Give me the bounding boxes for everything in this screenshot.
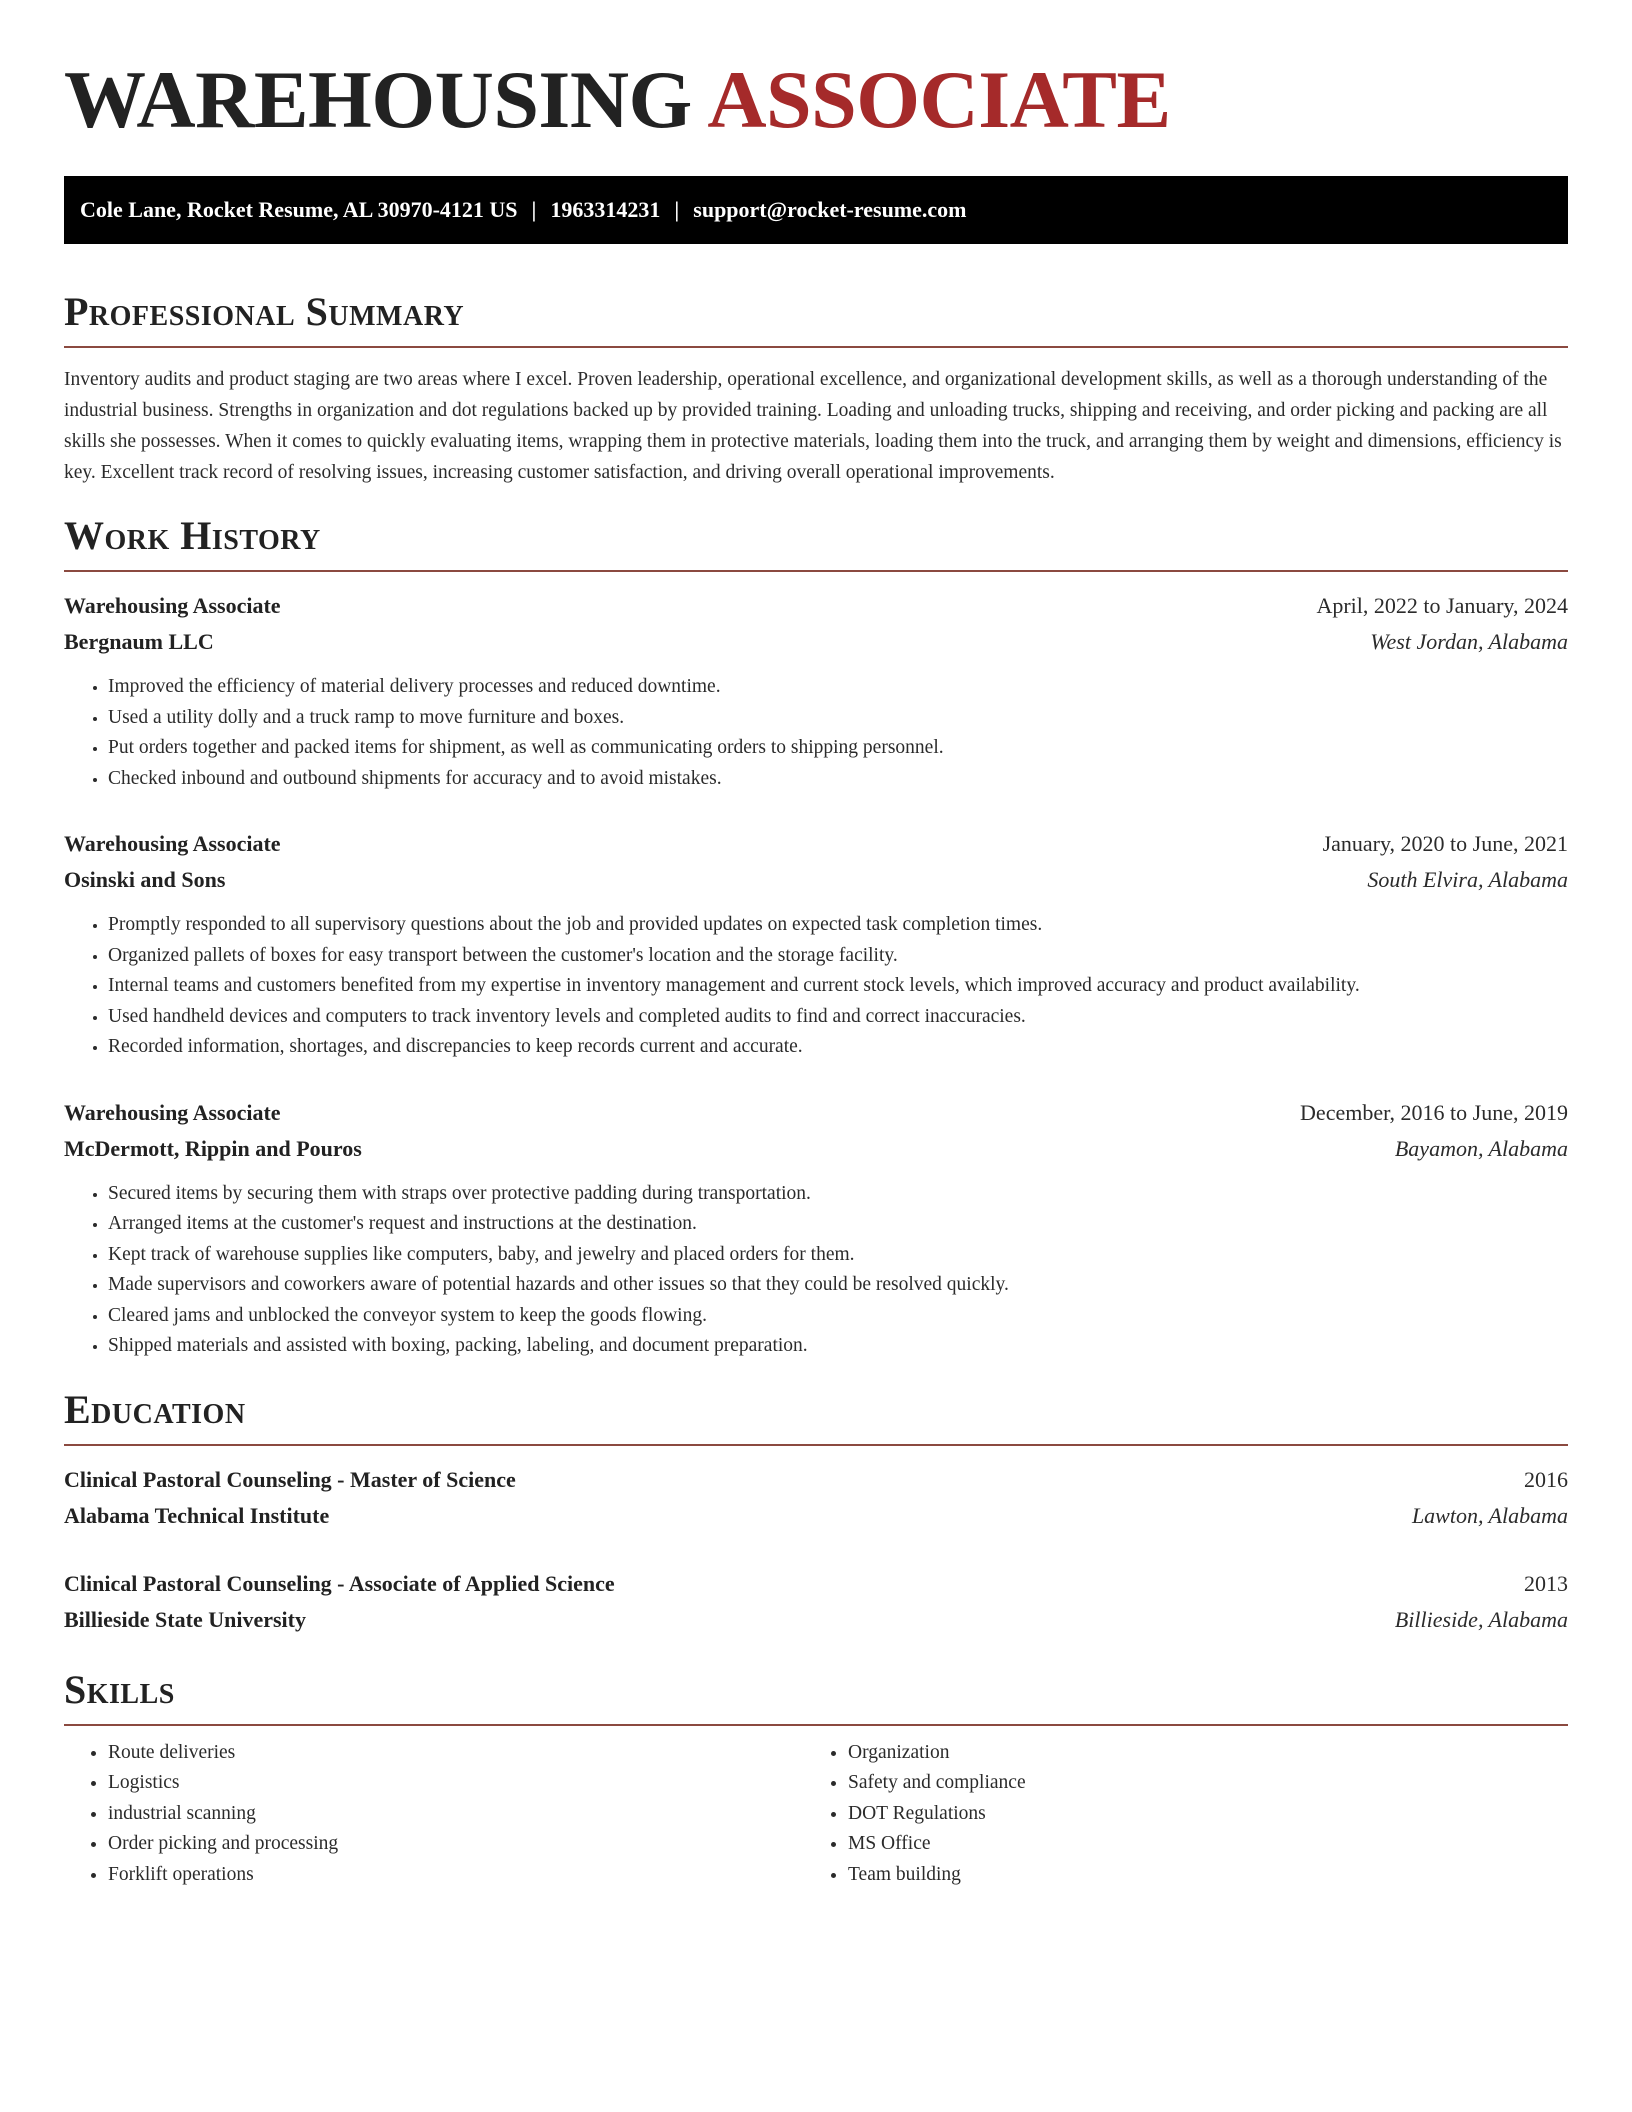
job-location: South Elvira, Alabama bbox=[1367, 867, 1568, 892]
job-role: Warehousing Associate bbox=[64, 1099, 281, 1125]
work-section bbox=[64, 512, 1568, 1362]
contact-separator: | bbox=[531, 197, 537, 222]
education-title: Education bbox=[64, 1386, 246, 1432]
education-entry bbox=[64, 1566, 1568, 1638]
education-section bbox=[64, 1386, 1568, 1638]
list-item: • Order picking and processing bbox=[108, 1829, 804, 1860]
education-year: 2016 bbox=[1524, 1466, 1568, 1492]
summary-text: Inventory audits and product staging are two areas where I excel. Proven leadership, operational excellence, and organizational development skills, as well as a thorough understanding of the industrial business. Strengths in organization and dot regulations backed up by provided training. Loading and unloading trucks, shipping and receiving, and order picking and packing are all skills she possesses. When it comes to quickly evaluating items, wrapping them in protective materials, loading them into the truck, and arranging them by weight and dimensions, efficiency is key. Excellent track record of resolving issues, increasing customer satisfaction, and driving overall operational improvements. bbox=[64, 369, 1562, 483]
education-degree: Clinical Pastoral Counseling - Associate of Applied Science bbox=[64, 1570, 615, 1596]
list-item: • Improved the efficiency of material delivery processes and reduced downtime. bbox=[108, 672, 1568, 703]
education-location: Billieside, Alabama bbox=[1394, 1606, 1568, 1632]
list-item: • Checked inbound and outbound shipments for accuracy and to avoid mistakes. bbox=[108, 764, 1568, 795]
section-divider bbox=[64, 346, 1568, 348]
list-item: • Organized pallets of boxes for easy transport between the customer's location and the storage facility. bbox=[108, 941, 1568, 972]
contact-address: Cole Lane, Rocket Resume, AL 30970-4121 US bbox=[80, 197, 518, 222]
list-item: • Put orders together and packed items for shipment, as well as communicating orders to shipping personnel. bbox=[108, 733, 1568, 764]
education-location: Lawton, Alabama bbox=[1411, 1502, 1568, 1528]
last-name: ASSOCIATE bbox=[707, 54, 1171, 145]
education-entry bbox=[64, 1462, 1568, 1534]
skills-list-left bbox=[64, 1738, 804, 1891]
list-item: • Logistics bbox=[108, 1768, 804, 1799]
job-bullets bbox=[64, 1179, 1568, 1362]
job-company: Osinski and Sons bbox=[64, 867, 226, 892]
job-entry bbox=[64, 826, 1568, 1063]
list-item: • Shipped materials and assisted with boxing, packing, labeling, and document preparation. bbox=[108, 1331, 1568, 1362]
job-company-row bbox=[64, 624, 1568, 660]
list-item: • Recorded information, shortages, and discrepancies to keep records current and accurate. bbox=[108, 1032, 1568, 1063]
education-degree: Clinical Pastoral Counseling - Master of Science bbox=[64, 1466, 516, 1492]
education-school-row bbox=[64, 1602, 1568, 1638]
job-bullets bbox=[64, 672, 1568, 794]
list-item: • industrial scanning bbox=[108, 1799, 804, 1830]
job-dates: December, 2016 to June, 2019 bbox=[1300, 1099, 1568, 1125]
job-header-row bbox=[64, 1095, 1568, 1131]
skills-columns bbox=[64, 1738, 1568, 1891]
list-item: • DOT Regulations bbox=[848, 1799, 1544, 1830]
list-item: • MS Office bbox=[848, 1829, 1544, 1860]
list-item: • Promptly responded to all supervisory questions about the job and provided updates on expected task completion times. bbox=[108, 910, 1568, 941]
summary-section bbox=[64, 288, 1568, 488]
list-item: • Used handheld devices and computers to track inventory levels and completed audits to find and correct inaccuracies. bbox=[108, 1002, 1568, 1033]
list-item: • Used a utility dolly and a truck ramp to move furniture and boxes. bbox=[108, 703, 1568, 734]
skills-section bbox=[64, 1666, 1568, 1891]
job-role: Warehousing Associate bbox=[64, 593, 281, 618]
job-role: Warehousing Associate bbox=[64, 831, 281, 856]
job-company-row bbox=[64, 1131, 1568, 1167]
section-divider bbox=[64, 570, 1568, 572]
education-header-row bbox=[64, 1566, 1568, 1602]
list-item: • Internal teams and customers benefited from my expertise in inventory management and current stock levels, which improved accuracy and product availability. bbox=[108, 971, 1568, 1002]
list-item: • Made supervisors and coworkers aware of potential hazards and other issues so that they could be resolved quickly. bbox=[108, 1270, 1568, 1301]
job-company: Bergnaum LLC bbox=[64, 629, 214, 654]
education-year: 2013 bbox=[1524, 1570, 1568, 1596]
contact-bar bbox=[64, 176, 1568, 244]
list-item: • Secured items by securing them with straps over protective padding during transportation. bbox=[108, 1179, 1568, 1210]
list-item: • Cleared jams and unblocked the conveyor system to keep the goods flowing. bbox=[108, 1301, 1568, 1332]
education-header-row bbox=[64, 1462, 1568, 1498]
list-item: • Route deliveries bbox=[108, 1738, 804, 1769]
job-entry bbox=[64, 1095, 1568, 1362]
skills-title: Skills bbox=[64, 1666, 175, 1712]
education-school: Billieside State University bbox=[64, 1606, 306, 1632]
job-dates: April, 2022 to January, 2024 bbox=[1316, 593, 1568, 618]
list-item: • Kept track of warehouse supplies like computers, baby, and jewelry and placed orders for them. bbox=[108, 1240, 1568, 1271]
job-company-row bbox=[64, 862, 1568, 898]
job-company: McDermott, Rippin and Pouros bbox=[64, 1135, 362, 1161]
job-location: West Jordan, Alabama bbox=[1370, 629, 1568, 654]
job-dates: January, 2020 to June, 2021 bbox=[1322, 831, 1568, 856]
summary-title: Professional Summary bbox=[64, 289, 465, 334]
skills-list-right bbox=[804, 1738, 1544, 1891]
list-item: • Organization bbox=[848, 1738, 1544, 1769]
contact-email[interactable]: support@rocket-resume.com bbox=[693, 197, 967, 222]
section-divider bbox=[64, 1724, 1568, 1726]
list-item: • Team building bbox=[848, 1860, 1544, 1891]
resume-page bbox=[64, 0, 1568, 1890]
resume-name bbox=[64, 0, 1568, 145]
list-item: • Forklift operations bbox=[108, 1860, 804, 1891]
section-divider bbox=[64, 1444, 1568, 1446]
first-name: WAREHOUSING bbox=[64, 54, 692, 145]
job-entry bbox=[64, 588, 1568, 794]
contact-phone: 1963314231 bbox=[550, 197, 661, 222]
job-bullets bbox=[64, 910, 1568, 1063]
job-header-row bbox=[64, 826, 1568, 862]
job-header-row bbox=[64, 588, 1568, 624]
education-school-row bbox=[64, 1498, 1568, 1534]
job-location: Bayamon, Alabama bbox=[1394, 1135, 1568, 1161]
list-item: • Arranged items at the customer's request and instructions at the destination. bbox=[108, 1209, 1568, 1240]
list-item: • Safety and compliance bbox=[848, 1768, 1544, 1799]
work-title: Work History bbox=[64, 513, 321, 558]
education-school: Alabama Technical Institute bbox=[64, 1502, 330, 1528]
contact-separator: | bbox=[674, 197, 680, 222]
